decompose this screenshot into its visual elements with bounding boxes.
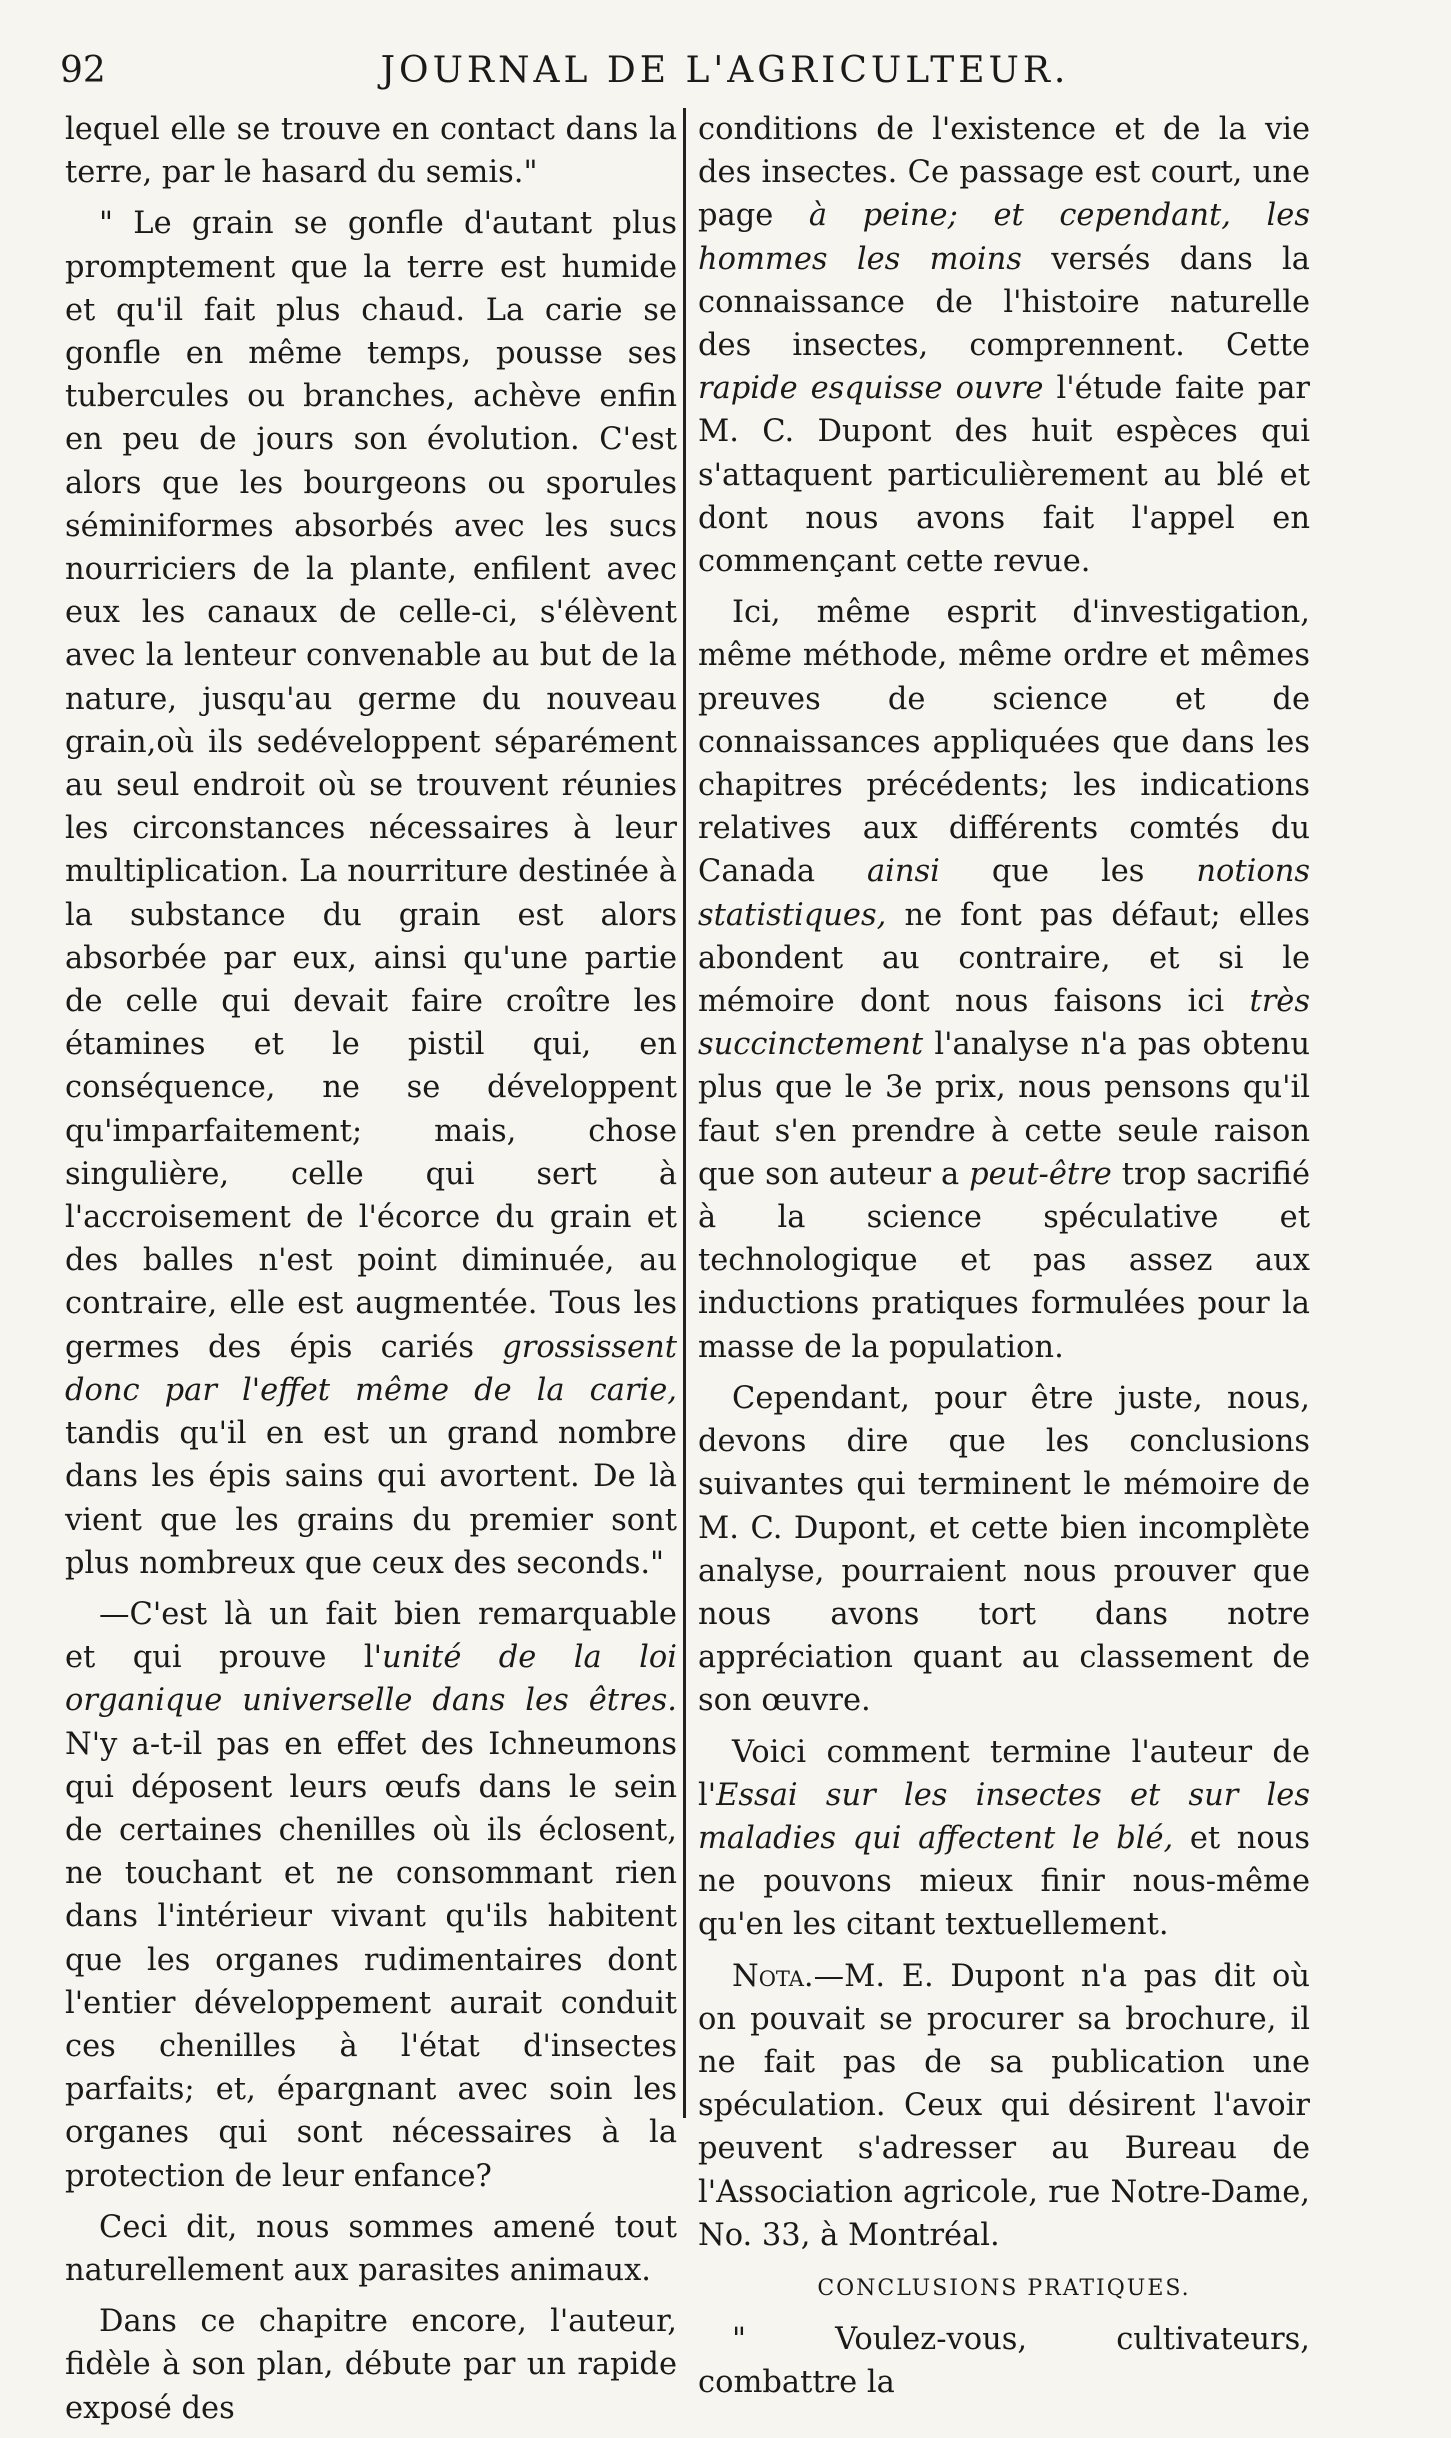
note-paragraph: Nota.—M. E. Dupont n'a pas dit où on pouvait se procurer sa brochure, il ne fait pas de sa publication une spéculation. Ceux qui désirent l'avoir peuvent s'adresser au Bureau de l'Association agricole, rue Notre-Dame, No. 33, à Montréal.	[698, 1958, 1310, 2253]
paragraph: " Le grain se gonfle d'autant plus promptement que la terre est humide et qu'il fait plus chaud. La carie se gonfle en même temps, pousse ses tubercules ou branches, achève enfin en peu de jours son évolution. C'est alors que les bourgeons ou sporules séminiformes absorbés avec les sucs nourriciers de la plante, enfilent avec eux les canaux de celle-ci, s'élèvent avec la lenteur convenable au but de la nature, jusqu'au germe du nouveau grain,où ils sedéveloppent séparément au seul endroit où se trouvent réunies les circonstances nécessaires à leur multiplication. La nourriture destinée à la substance du grain est alors absorbée par eux, ainsi qu'une partie de celle qui devait faire croître les étamines et le pistil qui, en conséquence, ne se développent qu'imparfaitement; mais, chose singulière, celle qui sert à l'accroisement de l'écorce du grain et des balles n'est point diminuée, au contraire, elle est augmentée. Tous les germes des épis cariés grossissent donc par l'effet même de la carie, tandis qu'il en est un grand nombre dans les épis sains qui avortent. De là vient que les grains du premier sont plus nombreux que ceux des seconds."	[65, 206, 677, 1581]
paragraph: " Voulez-vous, cultivateurs, combattre la	[698, 2322, 1310, 2401]
page-number: 92	[60, 49, 106, 91]
paragraph: —C'est là un fait bien remarquable et qui prouve l'unité de la loi organique universelle dans les êtres. N'y a-t-il pas en effet des Ichneumons qui déposent leurs œufs dans le sein de certaines chenilles où ils éclosent, ne touchant et ne consommant rien dans l'intérieur vivant qu'ils habitent que les organes rudimentaires dont l'entier développement aurait conduit ces chenilles à l'état d'insectes parfaits; et, épargnant avec soin les organes qui sont nécessaires à la protection de leur enfance?	[65, 1596, 677, 2194]
left-column	[65, 108, 677, 2438]
paragraph: Ici, même esprit d'investigation, même méthode, même ordre et mêmes preuves de science et de connaissances appliquées que dans les chapitres précédents; les indications relatives aux différents comtés du Canada ainsi que les notions statistiques, ne font pas défaut; elles abondent au contraire, et si le mémoire dont nous faisons ici très succinctement l'analyse n'a pas obtenu plus que le 3e prix, nous pensons qu'il faut s'en prendre à cette seule raison que son auteur a peut-être trop sacrifié à la science spéculative et technologique et pas assez aux inductions pratiques formulées pour la masse de la population.	[698, 595, 1310, 1365]
paragraph: Ceci dit, nous sommes amené tout naturellement aux parasites animaux.	[65, 2209, 677, 2288]
paragraph: Cependant, pour être juste, nous, devons dire que les conclusions suivantes qui terminent le mémoire de M. C. Dupont, et cette bien incomplète analyse, pourraient nous prouver que nous avons tort dans notre appréciation quant au classement de son œuvre.	[698, 1380, 1310, 1719]
paragraph: lequel elle se trouve en contact dans la terre, par le hasard du semis."	[65, 112, 677, 191]
paragraph: Voici comment termine l'auteur de l'Essai sur les insectes et sur les maladies qui affectent le blé, et nous ne pouvons mieux finir nous-même qu'en les citant textuellement.	[698, 1734, 1311, 1943]
right-column	[698, 108, 1310, 2413]
column-divider	[683, 108, 686, 2118]
paragraph: conditions de l'existence et de la vie des insectes. Ce passage est court, une page à peine; et cependant, les hommes les moins versés dans la connaissance de l'histoire naturelle des insectes, comprennent. Cette rapide esquisse ouvre l'étude faite par M. C. Dupont des huit espèces qui s'attaquent particulièrement au blé et dont nous avons fait l'appel en commençant cette revue.	[698, 112, 1310, 580]
section-subheading: CONCLUSIONS PRATIQUES.	[817, 2275, 1191, 2301]
running-title: JOURNAL DE L'AGRICULTEUR.	[380, 49, 1070, 91]
paragraph: Dans ce chapitre encore, l'auteur, fidèle à son plan, débute par un rapide exposé des	[65, 2304, 677, 2426]
page-header	[60, 40, 1330, 100]
